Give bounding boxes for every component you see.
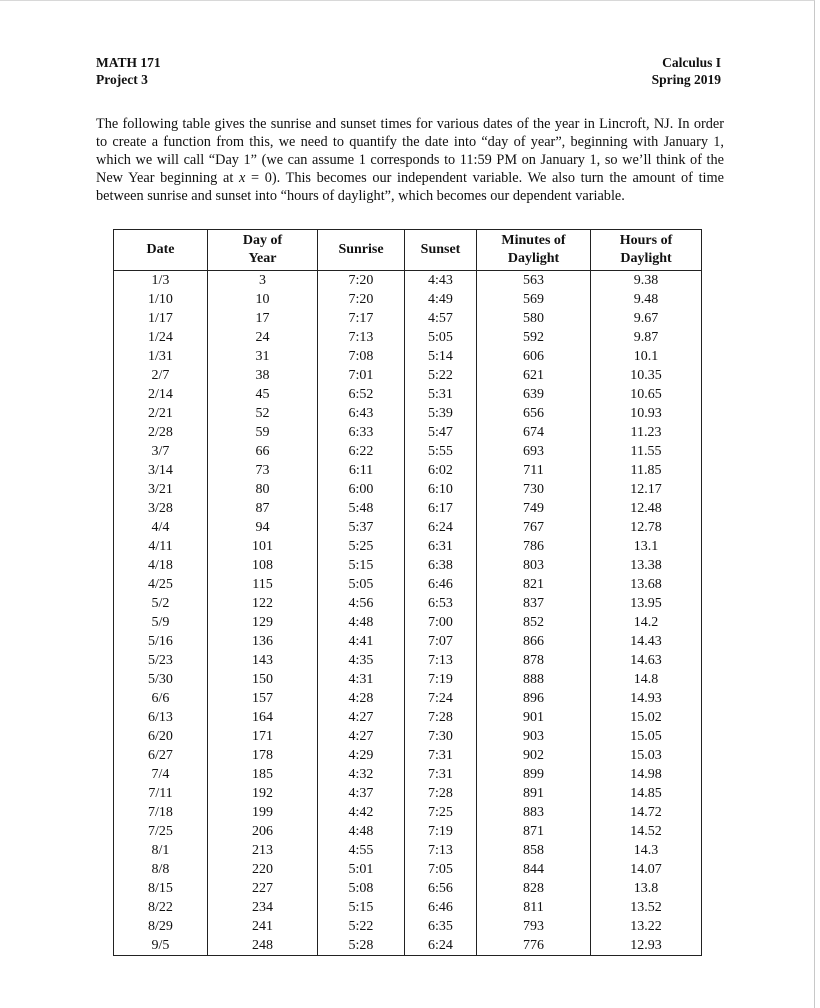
cell-sunrise: 4:27 <box>318 727 405 746</box>
cell-minutes: 852 <box>477 613 591 632</box>
cell-day-of-year: 192 <box>208 784 318 803</box>
cell-minutes: 639 <box>477 385 591 404</box>
cell-date: 4/25 <box>114 575 208 594</box>
header-minutes-of-daylight: Minutes of Daylight <box>477 230 591 271</box>
table-row <box>114 328 702 347</box>
cell-sunset: 7:00 <box>405 613 477 632</box>
course-name: MATH 171 <box>96 55 161 70</box>
cell-date: 5/9 <box>114 613 208 632</box>
cell-sunrise: 5:15 <box>318 556 405 575</box>
cell-sunset: 7:31 <box>405 765 477 784</box>
cell-date: 5/16 <box>114 632 208 651</box>
cell-hours: 14.2 <box>591 613 702 632</box>
cell-sunset: 7:30 <box>405 727 477 746</box>
table-row <box>114 271 702 291</box>
cell-hours: 12.78 <box>591 518 702 537</box>
table-row <box>114 879 702 898</box>
cell-hours: 14.8 <box>591 670 702 689</box>
cell-minutes: 730 <box>477 480 591 499</box>
page-header <box>96 54 721 88</box>
cell-hours: 13.68 <box>591 575 702 594</box>
cell-sunrise: 4:32 <box>318 765 405 784</box>
cell-minutes: 896 <box>477 689 591 708</box>
cell-date: 6/6 <box>114 689 208 708</box>
cell-date: 3/14 <box>114 461 208 480</box>
table-row <box>114 499 702 518</box>
cell-hours: 14.43 <box>591 632 702 651</box>
table-row <box>114 765 702 784</box>
cell-sunrise: 4:37 <box>318 784 405 803</box>
cell-sunset: 7:19 <box>405 822 477 841</box>
cell-hours: 13.38 <box>591 556 702 575</box>
cell-day-of-year: 17 <box>208 309 318 328</box>
cell-hours: 10.93 <box>591 404 702 423</box>
cell-sunset: 4:49 <box>405 290 477 309</box>
cell-day-of-year: 80 <box>208 480 318 499</box>
cell-date: 7/25 <box>114 822 208 841</box>
cell-day-of-year: 24 <box>208 328 318 347</box>
cell-minutes: 580 <box>477 309 591 328</box>
cell-date: 2/14 <box>114 385 208 404</box>
cell-day-of-year: 66 <box>208 442 318 461</box>
cell-sunrise: 4:28 <box>318 689 405 708</box>
intro-text-before: The following table gives the sunrise and sunset times for various dates of the year in Lincroft, NJ. In order to create a function from this, we need to quantify the date into “day of year”, beginning with January 1, which we will call “Day 1” (we can assume 1 corresponds to 11:59 PM on January 1, so we’ll think of the New Year beginning at <box>96 116 724 187</box>
table-row <box>114 936 702 956</box>
cell-hours: 13.22 <box>591 917 702 936</box>
header-sunset: Sunset <box>405 230 477 271</box>
cell-minutes: 693 <box>477 442 591 461</box>
table-row <box>114 404 702 423</box>
cell-sunrise: 4:42 <box>318 803 405 822</box>
cell-date: 8/29 <box>114 917 208 936</box>
cell-sunset: 5:55 <box>405 442 477 461</box>
cell-minutes: 711 <box>477 461 591 480</box>
cell-sunrise: 7:01 <box>318 366 405 385</box>
table-row <box>114 784 702 803</box>
cell-sunset: 5:47 <box>405 423 477 442</box>
table-row <box>114 347 702 366</box>
table-row <box>114 290 702 309</box>
cell-hours: 15.03 <box>591 746 702 765</box>
cell-hours: 14.85 <box>591 784 702 803</box>
cell-sunrise: 6:52 <box>318 385 405 404</box>
cell-sunset: 6:10 <box>405 480 477 499</box>
cell-day-of-year: 94 <box>208 518 318 537</box>
cell-minutes: 903 <box>477 727 591 746</box>
cell-sunset: 7:28 <box>405 784 477 803</box>
cell-sunset: 5:14 <box>405 347 477 366</box>
table-row <box>114 613 702 632</box>
cell-day-of-year: 122 <box>208 594 318 613</box>
table-row <box>114 461 702 480</box>
cell-sunrise: 6:33 <box>318 423 405 442</box>
cell-hours: 10.65 <box>591 385 702 404</box>
cell-day-of-year: 73 <box>208 461 318 480</box>
cell-date: 6/27 <box>114 746 208 765</box>
cell-hours: 14.3 <box>591 841 702 860</box>
cell-minutes: 871 <box>477 822 591 841</box>
cell-day-of-year: 108 <box>208 556 318 575</box>
cell-date: 4/18 <box>114 556 208 575</box>
intro-variable: x <box>238 170 246 187</box>
table-row <box>114 670 702 689</box>
header-hours-of-daylight: Hours of Daylight <box>591 230 702 271</box>
table-row <box>114 803 702 822</box>
cell-minutes: 858 <box>477 841 591 860</box>
table-row <box>114 366 702 385</box>
cell-minutes: 811 <box>477 898 591 917</box>
cell-day-of-year: 87 <box>208 499 318 518</box>
cell-hours: 9.87 <box>591 328 702 347</box>
cell-day-of-year: 52 <box>208 404 318 423</box>
cell-sunset: 7:31 <box>405 746 477 765</box>
table-row <box>114 556 702 575</box>
cell-hours: 10.35 <box>591 366 702 385</box>
cell-minutes: 803 <box>477 556 591 575</box>
cell-sunrise: 4:56 <box>318 594 405 613</box>
cell-hours: 13.52 <box>591 898 702 917</box>
cell-minutes: 569 <box>477 290 591 309</box>
cell-hours: 13.95 <box>591 594 702 613</box>
cell-minutes: 621 <box>477 366 591 385</box>
cell-sunset: 4:57 <box>405 309 477 328</box>
cell-minutes: 828 <box>477 879 591 898</box>
cell-minutes: 767 <box>477 518 591 537</box>
cell-date: 5/2 <box>114 594 208 613</box>
cell-hours: 14.93 <box>591 689 702 708</box>
cell-hours: 9.67 <box>591 309 702 328</box>
cell-hours: 13.8 <box>591 879 702 898</box>
cell-sunset: 6:31 <box>405 537 477 556</box>
cell-date: 1/31 <box>114 347 208 366</box>
cell-minutes: 837 <box>477 594 591 613</box>
table-row <box>114 423 702 442</box>
cell-sunset: 7:19 <box>405 670 477 689</box>
cell-sunrise: 5:15 <box>318 898 405 917</box>
cell-date: 8/22 <box>114 898 208 917</box>
cell-sunrise: 4:31 <box>318 670 405 689</box>
cell-day-of-year: 241 <box>208 917 318 936</box>
table-row <box>114 480 702 499</box>
cell-date: 5/30 <box>114 670 208 689</box>
cell-hours: 12.48 <box>591 499 702 518</box>
table-row <box>114 632 702 651</box>
cell-day-of-year: 171 <box>208 727 318 746</box>
cell-date: 4/11 <box>114 537 208 556</box>
cell-day-of-year: 101 <box>208 537 318 556</box>
cell-sunrise: 7:13 <box>318 328 405 347</box>
cell-sunrise: 5:28 <box>318 936 405 956</box>
cell-hours: 14.63 <box>591 651 702 670</box>
cell-hours: 10.1 <box>591 347 702 366</box>
cell-hours: 12.93 <box>591 936 702 956</box>
cell-sunrise: 7:20 <box>318 290 405 309</box>
cell-hours: 12.17 <box>591 480 702 499</box>
cell-hours: 14.98 <box>591 765 702 784</box>
cell-hours: 14.52 <box>591 822 702 841</box>
cell-sunset: 6:02 <box>405 461 477 480</box>
cell-date: 4/4 <box>114 518 208 537</box>
cell-hours: 11.55 <box>591 442 702 461</box>
cell-sunrise: 4:29 <box>318 746 405 765</box>
cell-hours: 15.02 <box>591 708 702 727</box>
cell-date: 8/8 <box>114 860 208 879</box>
cell-minutes: 883 <box>477 803 591 822</box>
cell-sunset: 7:25 <box>405 803 477 822</box>
cell-day-of-year: 234 <box>208 898 318 917</box>
cell-day-of-year: 38 <box>208 366 318 385</box>
cell-date: 8/1 <box>114 841 208 860</box>
cell-day-of-year: 220 <box>208 860 318 879</box>
cell-sunrise: 7:20 <box>318 271 405 291</box>
cell-day-of-year: 164 <box>208 708 318 727</box>
cell-sunset: 6:38 <box>405 556 477 575</box>
cell-sunset: 6:46 <box>405 575 477 594</box>
cell-day-of-year: 3 <box>208 271 318 291</box>
cell-minutes: 844 <box>477 860 591 879</box>
table-row <box>114 442 702 461</box>
table-row <box>114 518 702 537</box>
cell-hours: 14.72 <box>591 803 702 822</box>
cell-date: 3/21 <box>114 480 208 499</box>
cell-date: 1/10 <box>114 290 208 309</box>
cell-sunset: 7:13 <box>405 841 477 860</box>
cell-date: 5/23 <box>114 651 208 670</box>
cell-hours: 15.05 <box>591 727 702 746</box>
cell-minutes: 878 <box>477 651 591 670</box>
cell-sunrise: 4:27 <box>318 708 405 727</box>
cell-sunrise: 5:25 <box>318 537 405 556</box>
cell-date: 1/17 <box>114 309 208 328</box>
cell-sunrise: 5:08 <box>318 879 405 898</box>
cell-sunrise: 5:01 <box>318 860 405 879</box>
table-header-row <box>114 230 702 271</box>
cell-date: 6/20 <box>114 727 208 746</box>
cell-sunset: 6:24 <box>405 936 477 956</box>
cell-minutes: 592 <box>477 328 591 347</box>
cell-day-of-year: 213 <box>208 841 318 860</box>
cell-minutes: 891 <box>477 784 591 803</box>
cell-hours: 11.85 <box>591 461 702 480</box>
cell-sunrise: 6:00 <box>318 480 405 499</box>
cell-day-of-year: 199 <box>208 803 318 822</box>
cell-sunrise: 5:37 <box>318 518 405 537</box>
table-row <box>114 385 702 404</box>
cell-sunrise: 6:11 <box>318 461 405 480</box>
cell-hours: 13.1 <box>591 537 702 556</box>
cell-day-of-year: 178 <box>208 746 318 765</box>
cell-minutes: 888 <box>477 670 591 689</box>
cell-sunrise: 4:48 <box>318 822 405 841</box>
table-row <box>114 594 702 613</box>
cell-day-of-year: 143 <box>208 651 318 670</box>
cell-date: 6/13 <box>114 708 208 727</box>
cell-sunset: 5:22 <box>405 366 477 385</box>
cell-date: 2/28 <box>114 423 208 442</box>
cell-minutes: 866 <box>477 632 591 651</box>
table-row <box>114 651 702 670</box>
cell-sunset: 7:07 <box>405 632 477 651</box>
cell-minutes: 606 <box>477 347 591 366</box>
cell-sunrise: 5:48 <box>318 499 405 518</box>
cell-date: 8/15 <box>114 879 208 898</box>
cell-day-of-year: 185 <box>208 765 318 784</box>
cell-day-of-year: 45 <box>208 385 318 404</box>
cell-minutes: 674 <box>477 423 591 442</box>
cell-minutes: 776 <box>477 936 591 956</box>
cell-day-of-year: 227 <box>208 879 318 898</box>
cell-sunset: 5:31 <box>405 385 477 404</box>
cell-day-of-year: 248 <box>208 936 318 956</box>
cell-sunset: 5:39 <box>405 404 477 423</box>
cell-sunrise: 5:22 <box>318 917 405 936</box>
cell-sunrise: 5:05 <box>318 575 405 594</box>
table-row <box>114 309 702 328</box>
cell-sunrise: 4:41 <box>318 632 405 651</box>
course-subject: Calculus I <box>662 55 721 70</box>
cell-day-of-year: 157 <box>208 689 318 708</box>
cell-minutes: 656 <box>477 404 591 423</box>
table-row <box>114 917 702 936</box>
cell-minutes: 563 <box>477 271 591 291</box>
cell-day-of-year: 115 <box>208 575 318 594</box>
cell-minutes: 793 <box>477 917 591 936</box>
cell-sunset: 6:24 <box>405 518 477 537</box>
cell-sunset: 4:43 <box>405 271 477 291</box>
cell-date: 3/7 <box>114 442 208 461</box>
cell-date: 1/24 <box>114 328 208 347</box>
cell-date: 7/4 <box>114 765 208 784</box>
daylight-table <box>113 229 702 956</box>
cell-minutes: 749 <box>477 499 591 518</box>
cell-day-of-year: 59 <box>208 423 318 442</box>
cell-sunrise: 4:55 <box>318 841 405 860</box>
table-row <box>114 689 702 708</box>
cell-day-of-year: 10 <box>208 290 318 309</box>
table-row <box>114 746 702 765</box>
cell-day-of-year: 150 <box>208 670 318 689</box>
intro-text-after: = 0). This becomes our independent variable. We also turn the amount of time between sunrise and sunset into “hours of daylight”, which becomes our dependent variable. <box>96 170 724 205</box>
cell-sunrise: 4:48 <box>318 613 405 632</box>
table-row <box>114 841 702 860</box>
cell-sunset: 5:05 <box>405 328 477 347</box>
table-row <box>114 537 702 556</box>
cell-sunrise: 6:22 <box>318 442 405 461</box>
cell-hours: 11.23 <box>591 423 702 442</box>
cell-hours: 14.07 <box>591 860 702 879</box>
cell-sunset: 7:24 <box>405 689 477 708</box>
table-row <box>114 727 702 746</box>
cell-sunset: 6:56 <box>405 879 477 898</box>
cell-minutes: 901 <box>477 708 591 727</box>
cell-minutes: 902 <box>477 746 591 765</box>
cell-date: 3/28 <box>114 499 208 518</box>
header-date: Date <box>114 230 208 271</box>
cell-date: 1/3 <box>114 271 208 291</box>
cell-sunset: 6:46 <box>405 898 477 917</box>
cell-sunset: 7:13 <box>405 651 477 670</box>
table-row <box>114 575 702 594</box>
cell-date: 2/7 <box>114 366 208 385</box>
table-row <box>114 860 702 879</box>
cell-date: 9/5 <box>114 936 208 956</box>
cell-hours: 9.48 <box>591 290 702 309</box>
table-row <box>114 708 702 727</box>
cell-sunset: 6:53 <box>405 594 477 613</box>
cell-minutes: 899 <box>477 765 591 784</box>
cell-minutes: 821 <box>477 575 591 594</box>
cell-date: 7/11 <box>114 784 208 803</box>
course-term: Spring 2019 <box>651 72 721 87</box>
cell-sunset: 7:05 <box>405 860 477 879</box>
cell-sunset: 6:35 <box>405 917 477 936</box>
cell-sunset: 7:28 <box>405 708 477 727</box>
cell-hours: 9.38 <box>591 271 702 291</box>
cell-day-of-year: 136 <box>208 632 318 651</box>
cell-sunrise: 6:43 <box>318 404 405 423</box>
table-row <box>114 898 702 917</box>
table-row <box>114 822 702 841</box>
cell-day-of-year: 129 <box>208 613 318 632</box>
cell-sunset: 6:17 <box>405 499 477 518</box>
header-sunrise: Sunrise <box>318 230 405 271</box>
cell-date: 7/18 <box>114 803 208 822</box>
cell-day-of-year: 206 <box>208 822 318 841</box>
cell-minutes: 786 <box>477 537 591 556</box>
intro-paragraph <box>96 115 724 205</box>
header-day-of-year: Day of Year <box>208 230 318 271</box>
cell-sunrise: 7:17 <box>318 309 405 328</box>
cell-date: 2/21 <box>114 404 208 423</box>
cell-sunrise: 7:08 <box>318 347 405 366</box>
cell-day-of-year: 31 <box>208 347 318 366</box>
table-body <box>114 271 702 956</box>
project-title: Project 3 <box>96 72 148 87</box>
cell-sunrise: 4:35 <box>318 651 405 670</box>
